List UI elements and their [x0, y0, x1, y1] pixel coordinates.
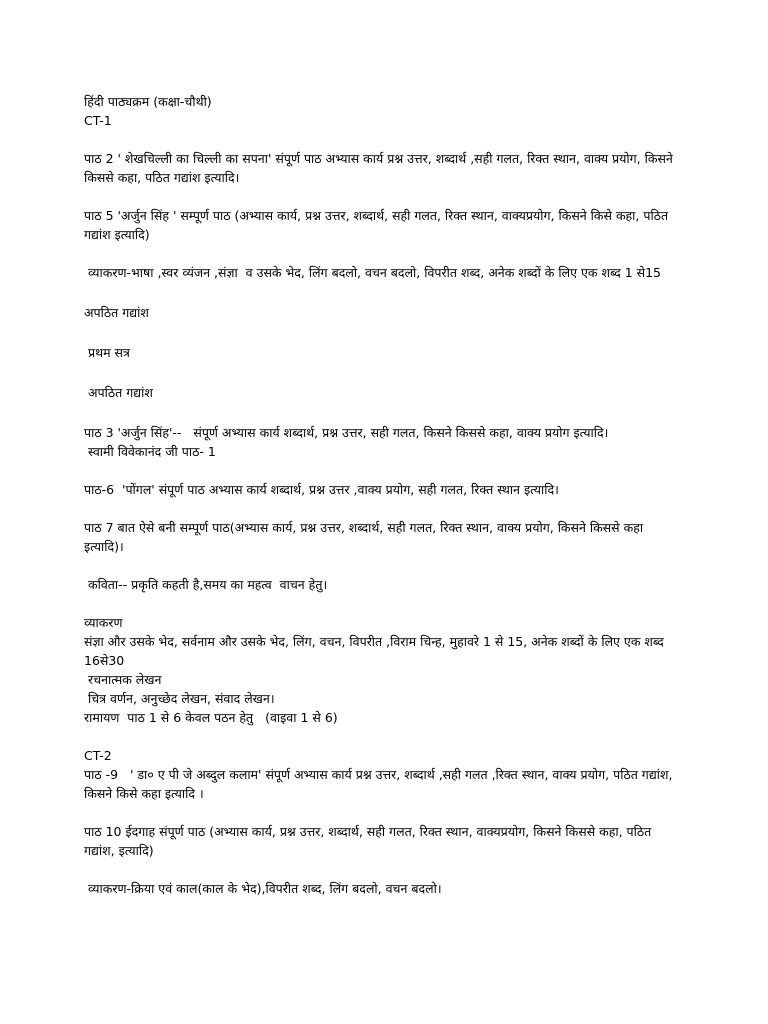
term1-lesson6-paragraph: पाठ-6 'पोंगल' संपूर्ण पाठ अभ्यास कार्य शब्दार्थ, प्रश्न उत्तर ,वाक्य प्रयोग, सही गलत, रिक्त स्थान इत्यादि। [84, 482, 559, 497]
creative-writing-text: चित्र वर्णन, अनुच्छेद लेखन, संवाद लेखन। [84, 691, 275, 706]
document-title: हिंदी पाठ्यक्रम (कक्षा-चौथी) [84, 94, 212, 109]
term1-vivekanand-line: स्वामी विवेकानंद जी पाठ- 1 [84, 444, 216, 459]
term1-poem-line: कविता-- प्रकृति कहती है,समय का महत्व वाचन हेतु। [84, 577, 328, 592]
ct2-lesson10-paragraph: पाठ 10 ईदगाह संपूर्ण पाठ (अभ्यास कार्य, प्रश्न उत्तर, शब्दार्थ, सही गलत, रिक्त स्थान, वाक्यप्रयोग, किसने किससे कहा, पठित गद्यांश, इत्यादि) [84, 824, 656, 858]
ct1-grammar-paragraph: व्याकरण-भाषा ,स्वर व्यंजन ,संज्ञा व उसके भेद, लिंग बदलो, वचन बदलो, विपरीत शब्द, अनेक शब्दों के लिए एक शब्द 1 से15 [84, 265, 661, 280]
first-term-unseen-passage: अपठित गद्यांश [84, 385, 153, 400]
term1-lesson3-paragraph: पाठ 3 'अर्जुन सिंह'-- संपूर्ण अभ्यास कार्य शब्दार्थ, प्रश्न उत्तर, सही गलत, किसने किससे कहा, वाक्य प्रयोग इत्यादि। [84, 425, 609, 440]
ct1-lesson5-paragraph: पाठ 5 'अर्जुन सिंह ' सम्पूर्ण पाठ (अभ्यास कार्य, प्रश्न उत्तर, शब्दार्थ, सही गलत, रिक्त स्थान, वाक्यप्रयोग, किसने किसे कहा, पठित गद्यांश इत्यादि) [84, 208, 673, 242]
ct1-heading: CT-1 [84, 113, 112, 128]
ct2-heading: CT-2 [84, 748, 112, 763]
term1-lesson7-paragraph: पाठ 7 बात ऐसे बनी सम्पूर्ण पाठ(अभ्यास कार्य, प्रश्न उत्तर, शब्दार्थ, सही गलत, रिक्त स्थान, वाक्य प्रयोग, किसने किससे कहा इत्यादि)। [84, 520, 648, 554]
grammar-paragraph: संज्ञा और उसके भेद, सर्वनाम और उसके भेद, लिंग, वचन, विपरीत ,विराम चिन्ह, मुहावरे 1 से 15, अनेक शब्दों के लिए एक शब्द 16से30 [84, 634, 668, 668]
first-term-heading: प्रथम सत्र [84, 345, 130, 360]
ct1-unseen-passage: अपठित गद्यांश [84, 305, 149, 320]
ramayan-line: रामायण पाठ 1 से 6 केवल पठन हेतु (वाइवा 1 से 6) [84, 710, 338, 725]
creative-writing-heading: रचनात्मक लेखन [84, 672, 162, 687]
ct2-lesson9-paragraph: पाठ -9 ' डा० ए पी जे अब्दुल कलाम' संपूर्ण अभ्यास कार्य प्रश्न उत्तर, शब्दार्थ ,सही गलत ,रिक्त स्थान, वाक्य प्रयोग, पठित गद्यांश, किसने किसे कहा इत्यादि । [84, 767, 677, 801]
document-body [84, 92, 684, 898]
grammar-heading: व्याकरण [84, 615, 123, 630]
ct1-lesson2-paragraph: पाठ 2 ' शेखचिल्ली का चिल्ली का सपना' संपूर्ण पाठ अभ्यास कार्य प्रश्न उत्तर, शब्दार्थ ,सही गलत, रिक्त स्थान, वाक्य प्रयोग, किसने किससे कहा, पठित गद्यांश इत्यादि। [84, 151, 677, 185]
ct2-grammar-paragraph: व्याकरण-क्रिया एवं काल(काल के भेद),विपरीत शब्द, लिंग बदलो, वचन बदलो। [84, 881, 442, 896]
